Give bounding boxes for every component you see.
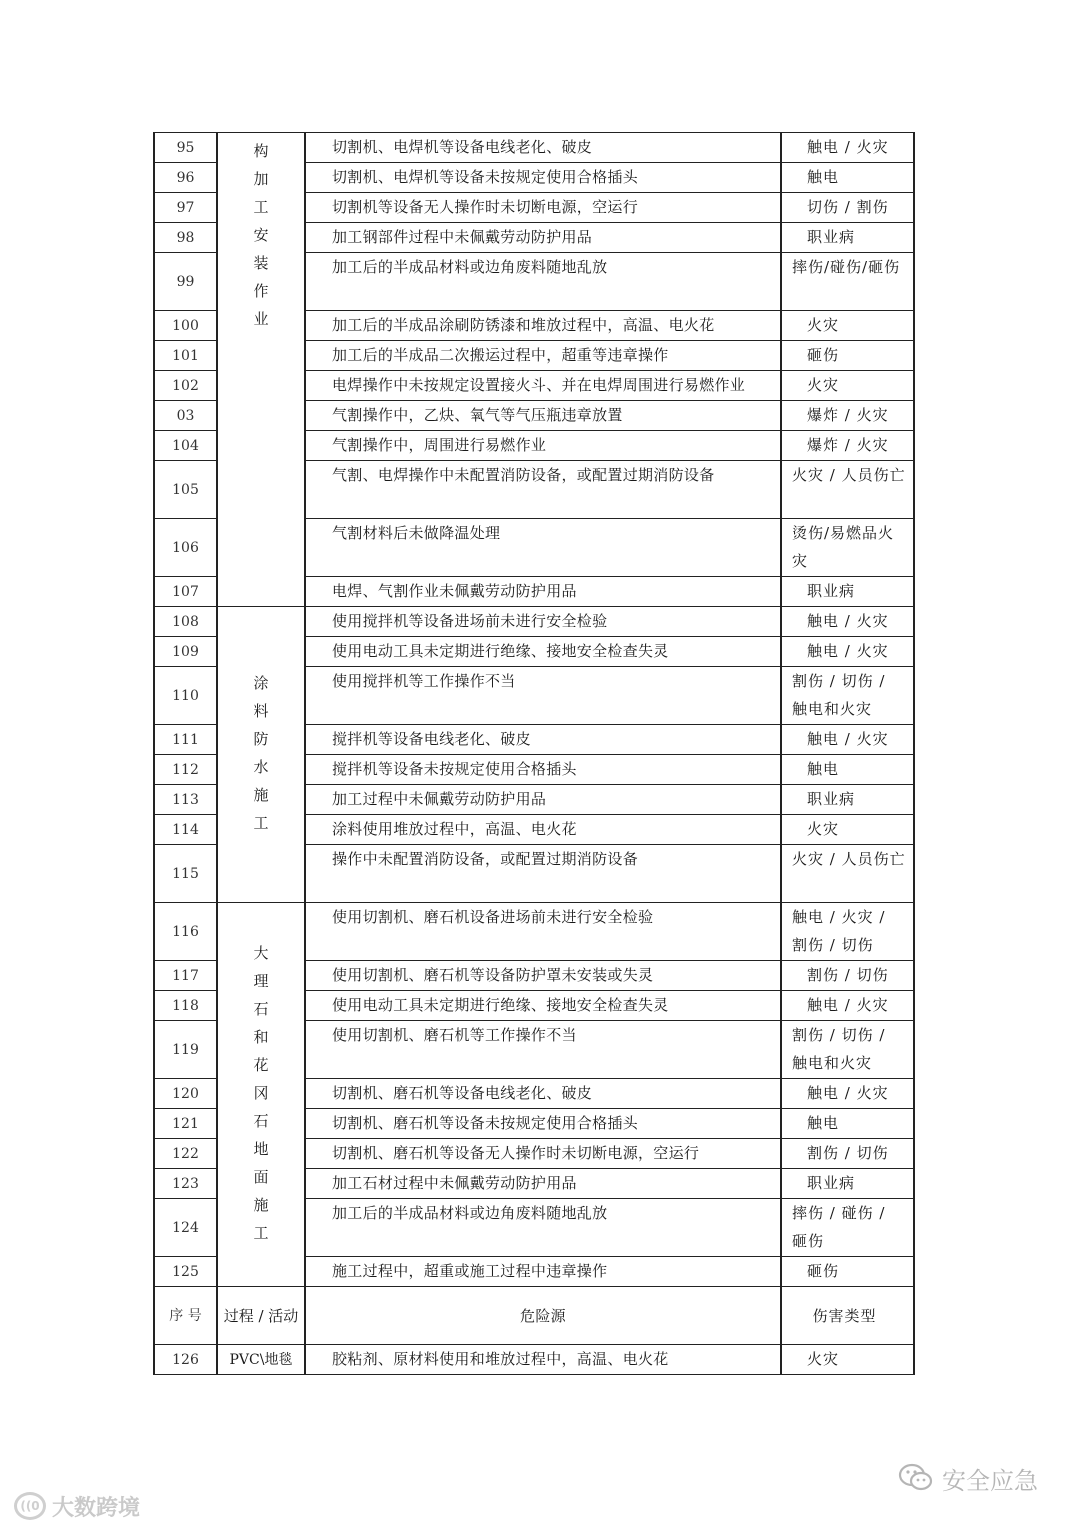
row-number: 98 [154,223,217,253]
row-number: 114 [154,815,217,845]
row-number: 118 [154,991,217,1021]
hazard-source: 电焊、气割作业未佩戴劳动防护用品 [305,577,781,607]
hazard-source: 切割机、磨石机等设备电线老化、破皮 [305,1079,781,1109]
activity-label: 大 理 石 和 花 冈 石 地 面 施 工 [253,944,269,1242]
activity-cell [217,903,305,1287]
header-hazard: 危险源 [305,1287,781,1345]
table-row [154,903,914,961]
header-activity: 过程 / 活动 [217,1287,305,1345]
injury-type: 火灾 / 人员伤亡 [781,845,914,903]
injury-type: 割伤 / 切伤 / 触电和火灾 [781,1021,914,1079]
hazard-source: 使用切割机、磨石机等工作操作不当 [305,1021,781,1079]
hazard-source: 气割操作中，周围进行易燃作业 [305,431,781,461]
row-number: 99 [154,253,217,311]
injury-type: 职业病 [781,1169,914,1199]
activity-cell: PVC\地毯 [217,1345,305,1375]
hazard-source: 切割机、电焊机等设备电线老化、破皮 [305,133,781,163]
hazard-source: 切割机、磨石机等设备无人操作时未切断电源，空运行 [305,1139,781,1169]
hazard-source: 加工石材过程中未佩戴劳动防护用品 [305,1169,781,1199]
row-number: 120 [154,1079,217,1109]
hazard-table-wrapper [153,132,913,1375]
hazard-table-body [154,133,914,1375]
injury-type: 触电 / 火灾 [781,991,914,1021]
hazard-source: 电焊操作中未按规定设置接火斗、并在电焊周围进行易燃作业 [305,371,781,401]
row-number: 107 [154,577,217,607]
hazard-source: 加工后的半成品二次搬运过程中，超重等违章操作 [305,341,781,371]
row-number: 123 [154,1169,217,1199]
activity-label: 构 加 工 安 装 作 业 [253,142,269,328]
injury-type: 火灾 [781,1345,914,1375]
row-number: 105 [154,461,217,519]
injury-type: 爆炸 / 火灾 [781,431,914,461]
hazard-source: 涂料使用堆放过程中，高温、电火花 [305,815,781,845]
hazard-source: 加工钢部件过程中未佩戴劳动防护用品 [305,223,781,253]
injury-type: 火灾 [781,815,914,845]
row-number: 03 [154,401,217,431]
row-number: 106 [154,519,217,577]
hazard-source: 气割、电焊操作中未配置消防设备，或配置过期消防设备 [305,461,781,519]
injury-type: 触电 / 火灾 [781,1079,914,1109]
hazard-source: 搅拌机等设备未按规定使用合格插头 [305,755,781,785]
hazard-source: 切割机、电焊机等设备未按规定使用合格插头 [305,163,781,193]
row-number: 96 [154,163,217,193]
row-number: 110 [154,667,217,725]
injury-type: 切伤 / 割伤 [781,193,914,223]
table-row [154,1345,914,1375]
header-type: 伤害类型 [781,1287,914,1345]
injury-type: 触电 / 火灾 [781,607,914,637]
row-number: 108 [154,607,217,637]
hazard-source: 切割机、磨石机等设备未按规定使用合格插头 [305,1109,781,1139]
injury-type: 触电 / 火灾 / 割伤 / 切伤 [781,903,914,961]
watermark-left-text: 大数跨境 [52,1495,141,1521]
injury-type: 触电 / 火灾 [781,637,914,667]
activity-label: 涂 料 防 水 施 工 [253,674,269,832]
row-number: 122 [154,1139,217,1169]
hazard-source: 加工后的半成品涂刷防锈漆和堆放过程中，高温、电火花 [305,311,781,341]
hazard-source: 胶粘剂、原材料使用和堆放过程中，高温、电火花 [305,1345,781,1375]
injury-type: 火灾 [781,311,914,341]
hazard-source: 搅拌机等设备电线老化、破皮 [305,725,781,755]
row-number: 125 [154,1257,217,1287]
injury-type: 触电 [781,1109,914,1139]
injury-type: 砸伤 [781,341,914,371]
row-number: 115 [154,845,217,903]
hazard-source: 使用搅拌机等工作操作不当 [305,667,781,725]
row-number: 117 [154,961,217,991]
injury-type: 摔伤 / 碰伤 / 砸伤 [781,1199,914,1257]
injury-type: 烫伤/易燃品火灾 [781,519,914,577]
watermark-logo-icon: ((0 [14,1492,46,1520]
injury-type: 砸伤 [781,1257,914,1287]
hazard-table [153,132,915,1375]
wechat-icon [898,1462,934,1494]
hazard-source: 使用电动工具未定期进行绝缘、接地安全检查失灵 [305,991,781,1021]
watermark-left [14,1493,140,1519]
hazard-source: 使用搅拌机等设备进场前未进行安全检验 [305,607,781,637]
injury-type: 触电 [781,755,914,785]
hazard-source: 使用切割机、磨石机等设备防护罩未安装或失灵 [305,961,781,991]
table-row [154,133,914,163]
injury-type: 职业病 [781,223,914,253]
row-number: 126 [154,1345,217,1375]
row-number: 111 [154,725,217,755]
hazard-source: 气割材料后未做降温处理 [305,519,781,577]
hazard-source: 加工后的半成品材料或边角废料随地乱放 [305,253,781,311]
hazard-source: 操作中未配置消防设备，或配置过期消防设备 [305,845,781,903]
injury-type: 触电 / 火灾 [781,725,914,755]
row-number: 97 [154,193,217,223]
injury-type: 触电 / 火灾 [781,133,914,163]
row-number: 104 [154,431,217,461]
row-number: 116 [154,903,217,961]
row-number: 101 [154,341,217,371]
injury-type: 职业病 [781,785,914,815]
hazard-source: 使用电动工具未定期进行绝缘、接地安全检查失灵 [305,637,781,667]
row-number: 102 [154,371,217,401]
header-row [154,1287,914,1345]
hazard-source: 使用切割机、磨石机设备进场前未进行安全检验 [305,903,781,961]
injury-type: 割伤 / 切伤 [781,961,914,991]
header-number: 序 号 [154,1287,217,1345]
hazard-source: 切割机等设备无人操作时未切断电源，空运行 [305,193,781,223]
table-row [154,607,914,637]
injury-type: 火灾 [781,371,914,401]
row-number: 124 [154,1199,217,1257]
row-number: 112 [154,755,217,785]
injury-type: 爆炸 / 火灾 [781,401,914,431]
hazard-source: 气割操作中，乙炔、氧气等气压瓶违章放置 [305,401,781,431]
injury-type: 割伤 / 切伤 [781,1139,914,1169]
row-number: 100 [154,311,217,341]
watermark-right-text: 安全应急 [942,1466,1038,1495]
row-number: 121 [154,1109,217,1139]
hazard-source: 加工后的半成品材料或边角废料随地乱放 [305,1199,781,1257]
row-number: 95 [154,133,217,163]
activity-cell [217,607,305,903]
injury-type: 职业病 [781,577,914,607]
watermark-right [898,1458,1038,1498]
row-number: 113 [154,785,217,815]
injury-type: 触电 [781,163,914,193]
injury-type: 割伤 / 切伤 / 触电和火灾 [781,667,914,725]
hazard-source: 加工过程中未佩戴劳动防护用品 [305,785,781,815]
hazard-source: 施工过程中，超重或施工过程中违章操作 [305,1257,781,1287]
row-number: 109 [154,637,217,667]
injury-type: 摔伤/碰伤/砸伤 [781,253,914,311]
injury-type: 火灾 / 人员伤亡 [781,461,914,519]
row-number: 119 [154,1021,217,1079]
activity-cell [217,133,305,607]
